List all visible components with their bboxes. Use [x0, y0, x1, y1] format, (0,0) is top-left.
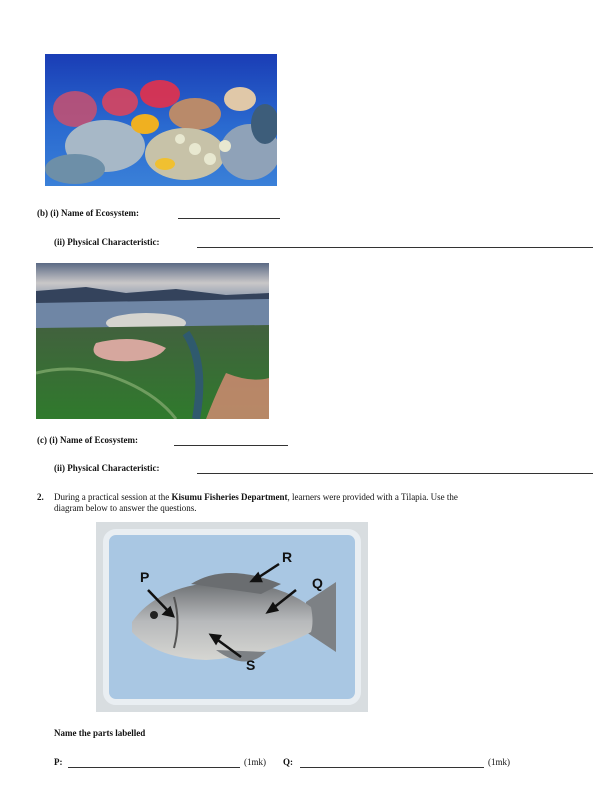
question-c-ecosystem-label: (c) (i) Name of Ecosystem: — [37, 435, 138, 445]
question-2-text-bold: Kisumu Fisheries Department — [171, 492, 288, 502]
question-b-physical-label: (ii) Physical Characteristic: — [54, 237, 160, 247]
question-c-physical-answer-line[interactable] — [197, 463, 593, 474]
answer-q-marks: (1mk) — [488, 757, 510, 767]
wetland-landscape-image — [36, 263, 269, 419]
answer-p-label: P: — [54, 757, 63, 767]
name-parts-instruction: Name the parts labelled — [54, 728, 146, 738]
question-2-number: 2. — [37, 492, 44, 502]
fish-label-p: P — [140, 569, 150, 585]
question-2-text-after: , learners were provided with a Tilapia. Use the — [287, 492, 458, 502]
question-2-text-line2: diagram below to answer the questions. — [54, 503, 197, 513]
coral-reef-image — [45, 54, 277, 186]
answer-q-label: Q: — [283, 757, 293, 767]
fish-label-s: S — [246, 657, 256, 673]
question-c-physical-label: (ii) Physical Characteristic: — [54, 463, 160, 473]
fish-label-r: R — [282, 549, 293, 565]
question-b-ecosystem-label: (b) (i) Name of Ecosystem: — [37, 208, 139, 218]
question-c-ecosystem-answer-line[interactable] — [174, 435, 288, 446]
question-2-text — [54, 492, 458, 503]
fish-label-q: Q — [312, 575, 323, 591]
question-2-text-before: During a practical session at the — [54, 492, 172, 502]
tilapia-diagram — [96, 522, 368, 712]
answer-p-marks: (1mk) — [244, 757, 266, 767]
answer-q-line[interactable] — [300, 757, 484, 768]
question-b-ecosystem-answer-line[interactable] — [178, 208, 280, 219]
question-b-physical-answer-line[interactable] — [197, 237, 593, 248]
answer-p-line[interactable] — [68, 757, 240, 768]
